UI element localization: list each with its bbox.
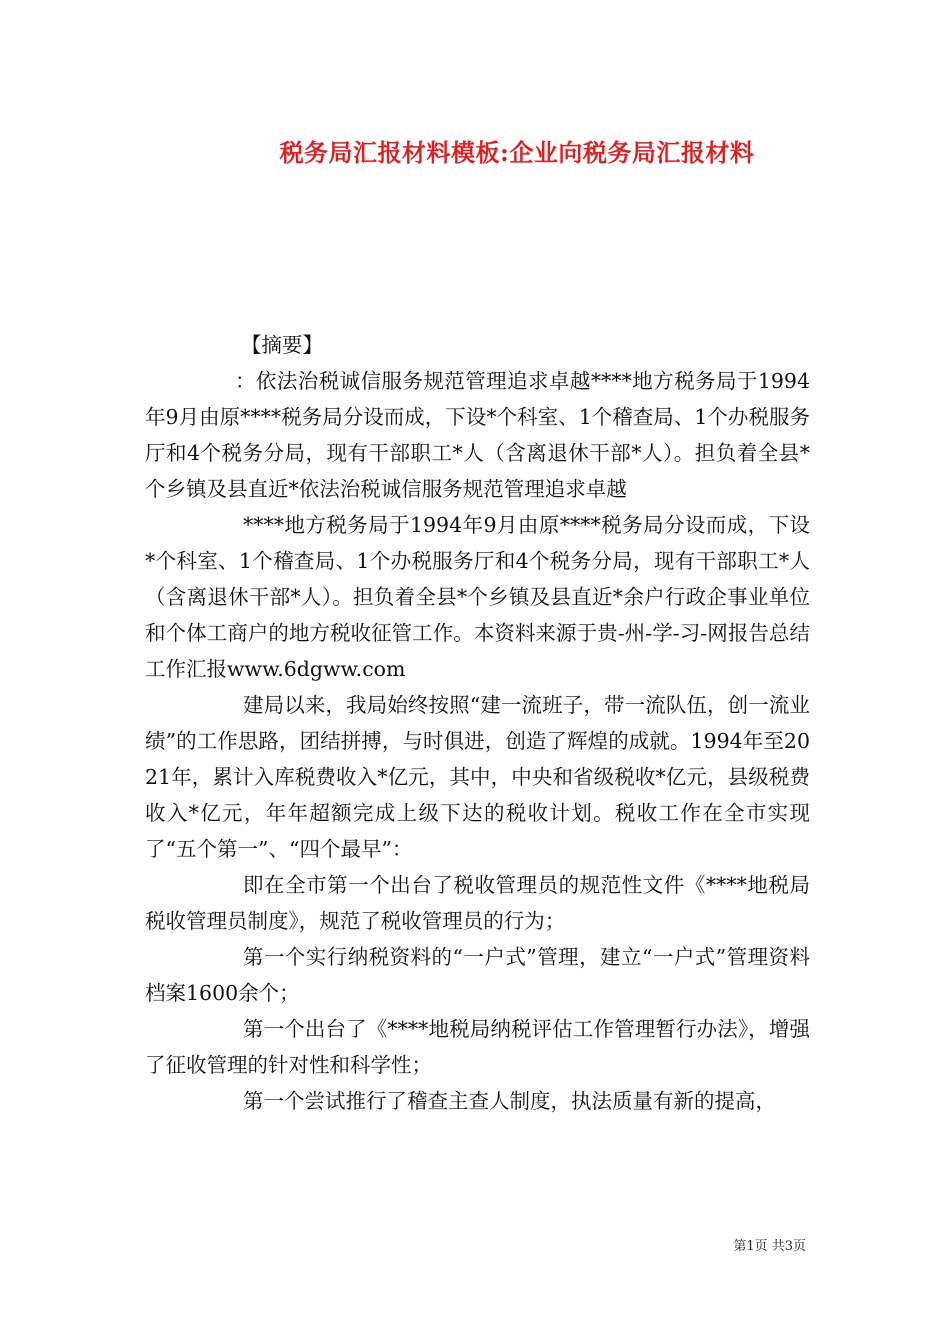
paragraph: ****地方税务局于1994年9月由原****税务局分设而成，下设*个科室、1个稽查局、1个办税服务厅和4个税务分局，现有干部职工*人（含离退休干部*人）。担负着全县*个乡镇及县直近*余户行政企事业单位和个体工商户的地方税收征管工作。本资料来源于贵-州-学-习-网报告总结工作汇报www.6dgww.com xyxy=(145,513,810,681)
paragraph: ：依法治税诚信服务规范管理追求卓越****地方税务局于1994年9月由原****税务局分设而成，下设*个科室、1个稽查局、1个办税服务厅和4个税务分局，现有干部职工*人（含离退休干部*人）。担负着全县*个乡镇及县直近*依法治税诚信服务规范管理追求卓越 xyxy=(145,369,810,501)
paragraph: 第一个实行纳税资料的“一户式”管理，建立“一户式”管理资料档案1600余个； xyxy=(145,945,810,1005)
paragraph: 第一个出台了《****地税局纳税评估工作管理暂行办法》，增强了征收管理的针对性和科学性； xyxy=(145,1017,810,1077)
page-number-footer: 第1页 共3页 xyxy=(733,1239,806,1254)
abstract-heading: 【摘要】 xyxy=(241,333,323,357)
document-body xyxy=(145,327,810,1119)
paragraph: 即在全市第一个出台了税收管理员的规范性文件《****地税局税收管理员制度》，规范了税收管理员的行为； xyxy=(145,873,810,933)
paragraph: 建局以来，我局始终按照“建一流班子，带一流队伍，创一流业绩”的工作思路，团结拼搏，与时俱进，创造了辉煌的成就。1994年至2021年，累计入库税费收入*亿元，其中，中央和省级税收*亿元，县级税费收入*亿元，年年超额完成上级下达的税收计划。税收工作在全市实现了“五个第一”、“四个最早”： xyxy=(145,693,810,861)
document-title: 税务局汇报材料模板:企业向税务局汇报材料 xyxy=(279,138,755,167)
paragraph: 第一个尝试推行了稽查主查人制度，执法质量有新的提高， xyxy=(243,1089,776,1113)
